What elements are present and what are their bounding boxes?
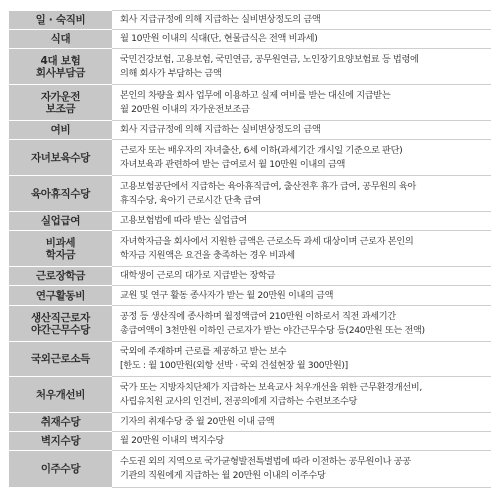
- table-row: [9, 413, 491, 432]
- item-label: [9, 231, 112, 267]
- table-row: [9, 267, 491, 286]
- item-label: [9, 140, 112, 176]
- item-label: [9, 11, 112, 30]
- item-label: [9, 121, 112, 140]
- item-description-line: 교원 및 연구 활동 종사자가 받는 월 20만원 이내의 금액: [120, 289, 334, 301]
- item-label-line: 육아휴직수당: [30, 187, 91, 200]
- item-label: [9, 176, 112, 212]
- item-label-line: 일 · 숙직비: [35, 14, 86, 26]
- item-description-line: [한도 : 월 100만원(외항 선박 · 국외 건설현장 월 300만원)]: [120, 360, 348, 371]
- table-row: [9, 85, 491, 121]
- item-label-line: 연구활동비: [35, 289, 86, 302]
- item-description-line: 회사 지급규정에 의해 지급하는 실비변상정도의 금액: [120, 14, 321, 25]
- item-description: [112, 140, 491, 176]
- item-description-line: 자녀학자금을 회사에서 지원한 금액은 근로소득 과세 대상이며 근로자 본인의: [120, 235, 414, 247]
- item-description-line: 월 20만원 이내의 자가운전보조금: [120, 103, 250, 115]
- item-description: [112, 342, 491, 377]
- table-body: [9, 11, 491, 488]
- item-description-line: 자녀보육과 관련하여 받는 급여로서 월 10만원 이내의 금액: [120, 158, 346, 170]
- item-description: [112, 176, 491, 212]
- item-description: [112, 11, 491, 30]
- table-row: [9, 231, 491, 267]
- item-label-line: 이주수당: [40, 463, 81, 475]
- item-description-line: 기자의 취재수당 중 월 20만원 이내 금액: [120, 416, 275, 427]
- item-label: [9, 342, 112, 377]
- item-description-line: 공정 등 생산직에 종사하며 월정액급여 210만원 이하로서 직전 과세기간: [120, 310, 396, 322]
- item-label-line: 벽지수당: [40, 435, 81, 447]
- item-label-line: 실업급여: [40, 215, 81, 227]
- table-row: [9, 342, 491, 377]
- item-description: [112, 231, 491, 267]
- table-row: [9, 121, 491, 140]
- item-label-line: 여비: [50, 124, 71, 136]
- item-description: [112, 267, 491, 286]
- item-description-line: 학자금 지원액은 요건을 충족하는 경우 비과세: [120, 249, 295, 261]
- item-description: [112, 286, 491, 306]
- item-description: [112, 49, 491, 85]
- item-label: [9, 212, 112, 231]
- item-description-line: 고용보험법에 따라 받는 실업급여: [120, 215, 248, 226]
- item-description-line: 고용보험공단에서 지급하는 육아휴직급여, 출산전후 휴가 급여, 공무원의 육아: [120, 180, 416, 192]
- item-description: [112, 30, 491, 49]
- item-description-line: 근로자 또는 배우자의 자녀출산, 6세 이하(과세기간 개시일 기준으로 판단): [120, 144, 403, 156]
- item-label-line: 회사부담금: [35, 66, 86, 79]
- item-description-line: 기관의 직원에게 지급하는 월 20만원 이내의 이주수당: [120, 470, 326, 481]
- item-label: [9, 85, 112, 121]
- item-label: [9, 49, 112, 85]
- table-row: [9, 11, 491, 30]
- item-label: [9, 306, 112, 342]
- item-label-line: 자녀보육수당: [30, 151, 91, 164]
- item-label-line: 처우개선비: [35, 388, 86, 401]
- item-description-line: 월 20만원 이내의 벽지수당: [120, 435, 224, 446]
- item-label: [9, 413, 112, 432]
- item-description-line: 총급여액이 3천만원 이하인 근로자가 받는 야간근무수당 등(240만원 또는 전액): [120, 324, 425, 336]
- item-label: [9, 432, 112, 451]
- item-label: [9, 286, 112, 306]
- item-description: [112, 377, 491, 413]
- table-row: [9, 286, 491, 306]
- table-row: [9, 49, 491, 85]
- item-label: [9, 267, 112, 286]
- table-row: [9, 451, 491, 488]
- item-label: [9, 30, 112, 49]
- item-description: [112, 413, 491, 432]
- item-description-line: 회사 지급규정에 의해 지급하는 실비변상정도의 금액: [120, 124, 321, 135]
- item-label-line: 국외근로소득: [30, 353, 91, 365]
- item-description-line: 수도권 외의 지역으로 국가균형발전특별법에 따라 이전하는 공무원이나 공공: [120, 456, 411, 467]
- item-label-line: 야간근무수당: [30, 323, 91, 336]
- item-label-line: 비과세: [45, 236, 76, 249]
- item-description: [112, 451, 491, 488]
- table-row: [9, 212, 491, 231]
- item-label-line: 자가운전: [40, 90, 81, 103]
- item-label-line: 식대: [50, 33, 71, 45]
- item-label-line: 취재수당: [40, 416, 81, 428]
- item-label-line: 생산직근로자: [30, 311, 91, 324]
- item-description-line: 대학생이 근로의 대가로 지급받는 장학금: [120, 270, 276, 281]
- table-row: [9, 176, 491, 212]
- table-row: [9, 140, 491, 176]
- item-label: [9, 451, 112, 488]
- item-description: [112, 432, 491, 451]
- item-description: [112, 306, 491, 342]
- item-description: [112, 212, 491, 231]
- item-description-line: 월 10만원 이내의 식대(단, 현물급식은 전액 비과세): [120, 33, 318, 44]
- item-label: [9, 377, 112, 413]
- item-label-line: 근로장학금: [35, 270, 86, 282]
- item-label-line: 4대 보험: [40, 54, 81, 67]
- item-description-line: 휴직수당, 육아기 근로시간 단축 급여: [120, 194, 261, 206]
- item-description-line: 사립유치원 교사의 인건비, 전공의에게 지급하는 수련보조수당: [120, 395, 358, 407]
- item-description: [112, 85, 491, 121]
- item-description: [112, 121, 491, 140]
- item-label-line: 학자금: [45, 248, 76, 261]
- item-description-line: 국가 또는 지방자치단체가 지급하는 보육교사 처우개선을 위한 근무환경개선비,: [120, 381, 422, 393]
- table-row: [9, 306, 491, 342]
- item-label-line: 보조금: [45, 102, 76, 115]
- item-description-line: 국외에 주재하며 근로를 제공하고 받는 보수: [120, 346, 287, 357]
- table-row: [9, 432, 491, 451]
- item-description-line: 본인의 차량을 회사 업무에 이용하고 실제 여비를 받는 대신에 지급받는: [120, 89, 391, 101]
- table-row: [9, 377, 491, 413]
- item-description-line: 국민건강보험, 고용보험, 국민연금, 공무원연금, 노인장기요양보험료 등 법령에: [120, 53, 419, 65]
- table-row: [9, 30, 491, 49]
- tax-exempt-income-table: [9, 10, 491, 488]
- item-description-line: 의해 회사가 부담하는 금액: [120, 67, 222, 79]
